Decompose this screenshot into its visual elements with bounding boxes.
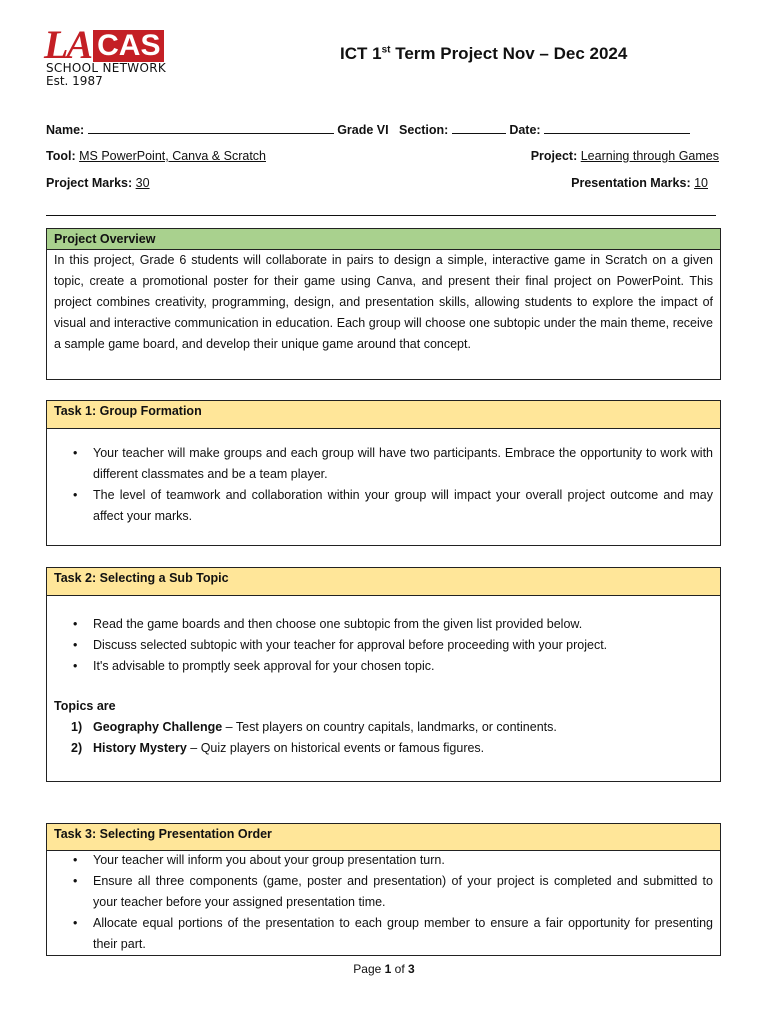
- page-number-footer: [0, 962, 768, 976]
- bullet-icon: •: [73, 916, 78, 930]
- project-overview-box: [46, 228, 721, 380]
- total-pages: 3: [408, 962, 415, 976]
- bullet-icon: •: [73, 874, 78, 888]
- task1-box: [46, 400, 721, 546]
- presentation-marks-value: 10: [694, 176, 708, 190]
- topics-label: Topics are: [54, 699, 116, 713]
- topic-number: 2): [71, 741, 83, 755]
- name-field[interactable]: [88, 122, 334, 134]
- task2-bullet-1: Read the game boards and then choose one subtopic from the given list provided below.: [93, 617, 583, 631]
- of-word: of: [391, 962, 409, 976]
- task2-list: [47, 614, 720, 677]
- task3-heading: Task 3: Selecting Presentation Order: [47, 824, 720, 851]
- name-label: Name:: [46, 123, 85, 137]
- presentation-marks-label: Presentation Marks:: [571, 176, 691, 190]
- task2-bullet-2: Discuss selected subtopic with your teacher for approval before proceeding with your project.: [93, 638, 608, 652]
- logo-established: Est. 1987: [46, 74, 103, 88]
- topic-description: – Test players on country capitals, landmarks, or continents.: [222, 720, 557, 734]
- task1-bullet-1: Your teacher will make groups and each group will have two participants. Embrace the opportunity to work with different classmates and be a team player.: [93, 446, 713, 481]
- task1-list: [47, 443, 720, 527]
- tool-line: [46, 149, 266, 163]
- tool-label: Tool:: [46, 149, 76, 163]
- task3-bullet-3: Allocate equal portions of the presentation to each group member to ensure a fair opportunity for presenting their part.: [93, 916, 713, 951]
- page-word: Page: [353, 962, 385, 976]
- project-line: [531, 149, 719, 163]
- list-item: [47, 850, 713, 871]
- logo-cas-text: CAS: [93, 30, 164, 62]
- task2-box: [46, 567, 721, 782]
- bullet-icon: •: [73, 617, 78, 631]
- project-value: Learning through Games: [580, 149, 719, 163]
- task3-bullet-2: Ensure all three components (game, poster and presentation) of your project is completed and submitted to your teacher before your assigned presentation time.: [93, 874, 713, 909]
- list-item: [47, 485, 713, 527]
- task3-list: [47, 850, 720, 955]
- project-marks-line: [46, 176, 150, 190]
- list-item: [47, 656, 713, 677]
- current-page: 1: [384, 962, 392, 976]
- task3-bullet-1: Your teacher will inform you about your group presentation turn.: [93, 853, 445, 867]
- list-item: [47, 443, 713, 485]
- school-logo: [44, 22, 204, 88]
- project-label: Project:: [530, 149, 578, 163]
- list-item: [47, 871, 713, 913]
- topic-description: – Quiz players on historical events or famous figures.: [186, 741, 485, 755]
- list-item: [47, 717, 720, 738]
- title-suffix: Term Project Nov – Dec 2024: [390, 44, 628, 63]
- project-overview-heading: Project Overview: [47, 229, 720, 250]
- task3-box: [46, 823, 721, 956]
- separator-line: [46, 215, 716, 216]
- task2-heading: Task 2: Selecting a Sub Topic: [47, 568, 720, 596]
- task1-bullet-2: The level of teamwork and collaboration within your group will impact your overall project outcome and may affect your marks.: [93, 488, 713, 523]
- title-prefix: ICT 1: [340, 44, 382, 63]
- tool-value: MS PowerPoint, Canva & Scratch: [79, 149, 266, 163]
- project-marks-label: Project Marks:: [46, 176, 133, 190]
- section-field[interactable]: [452, 122, 506, 134]
- logo-subtitle: SCHOOL NETWORK: [46, 61, 167, 75]
- bullet-icon: •: [73, 853, 78, 867]
- bullet-icon: •: [73, 488, 78, 502]
- topic-name: Geography Challenge: [93, 720, 223, 734]
- bullet-icon: •: [73, 638, 78, 652]
- project-overview-text: In this project, Grade 6 students will collaborate in pairs to design a simple, interactive game in Scratch on a given topic, create a promotional poster for their game using Canva, and present their final project on PowerPoint. This project combines creativity, programming, design, and presentation skills, allowing students to explore the impact of visual and interactive communication in education. Each group will choose one subtopic under the main theme, receive a sample game board, and develop their unique game around that concept.: [54, 253, 713, 351]
- title-superscript: st: [381, 44, 391, 56]
- task1-heading: Task 1: Group Formation: [47, 401, 720, 429]
- list-item: [47, 738, 720, 759]
- bullet-icon: •: [73, 446, 78, 460]
- date-label: Date:: [509, 123, 541, 137]
- grade-label: Grade VI: [337, 123, 389, 137]
- page-title: [340, 44, 627, 64]
- list-item: [47, 913, 713, 955]
- date-field[interactable]: [544, 122, 690, 134]
- task2-bullet-3: It's advisable to promptly seek approval for your chosen topic.: [93, 659, 435, 673]
- topics-list: [47, 717, 720, 759]
- presentation-marks-line: [571, 176, 708, 190]
- list-item: [47, 614, 713, 635]
- section-label: Section:: [399, 123, 449, 137]
- logo-la-text: LA: [44, 22, 92, 67]
- list-item: [47, 635, 713, 656]
- logo-wordmark: [44, 22, 164, 67]
- topic-name: History Mystery: [93, 741, 187, 755]
- name-grade-line: [46, 122, 690, 137]
- bullet-icon: •: [73, 659, 78, 673]
- topic-number: 1): [71, 720, 83, 734]
- project-marks-value: 30: [135, 176, 150, 190]
